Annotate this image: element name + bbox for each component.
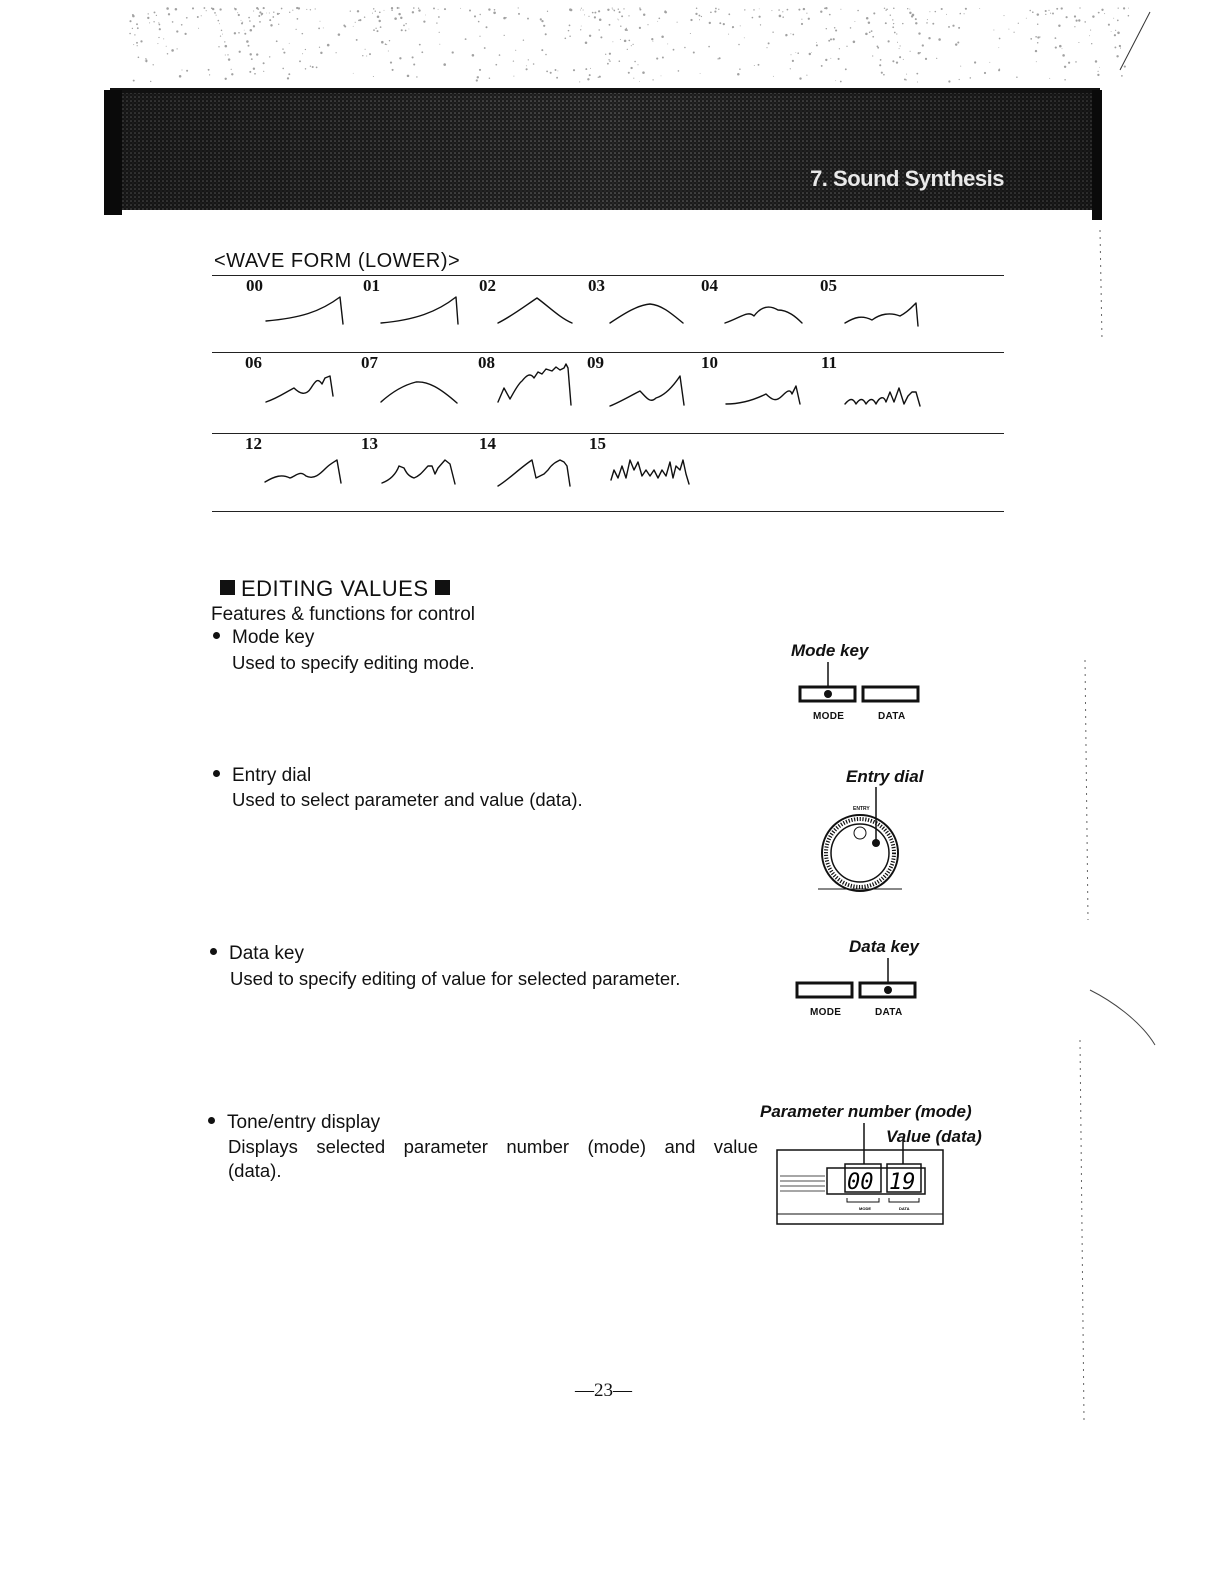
waveform-heading: <WAVE FORM (LOWER)> [214, 250, 461, 272]
mode-key-data-label: DATA [878, 711, 906, 722]
data-key-data-label: DATA [875, 1007, 903, 1018]
item-tone-display [208, 1112, 380, 1134]
waveform-number: 09 [587, 353, 604, 372]
waveform-number: 01 [363, 276, 380, 295]
waveform-01 [381, 297, 458, 324]
bullet-icon [213, 770, 220, 777]
item-tone-display-desc: Displays selected parameter number (mode) and value [228, 1136, 758, 1157]
item-entry-dial-desc: Used to select parameter and value (data). [232, 789, 583, 810]
waveform-number: 00 [246, 276, 263, 295]
square-bullet-icon [220, 580, 235, 595]
entry-dial-figure [815, 785, 905, 895]
bullet-icon [208, 1117, 215, 1124]
waveform-15 [611, 460, 689, 484]
waveform-13 [382, 460, 455, 484]
waveform-number: 13 [361, 434, 378, 453]
entry-dial-text: ENTRY [853, 806, 870, 812]
waveform-11 [845, 388, 920, 406]
bullet-icon [210, 948, 217, 955]
item-mode-key [213, 627, 314, 649]
item-data-key-desc: Used to specify editing of value for selected parameter. [230, 968, 681, 989]
waveform-number: 14 [479, 434, 496, 453]
bullet-icon [213, 632, 220, 639]
waveform-03 [610, 304, 683, 323]
item-title-text: Data key [229, 943, 304, 964]
item-title-text: Tone/entry display [227, 1112, 381, 1133]
fig-param-number-label: Parameter number (mode) [760, 1102, 972, 1121]
waveform-number: 06 [245, 353, 262, 372]
editing-heading-text: EDITING VALUES [241, 576, 429, 601]
editing-subtitle: Features & functions for control [211, 604, 476, 625]
mode-key-figure [795, 660, 925, 708]
waveform-12 [265, 460, 341, 483]
scan-edge-marks [1060, 220, 1170, 1440]
fig-mode-key-label: Mode key [791, 641, 869, 660]
display-data-digits: 19 [889, 1170, 916, 1195]
waveform-00 [266, 297, 343, 324]
fig-value-label: Value (data) [886, 1127, 982, 1146]
display-mode-label: MODE [859, 1206, 871, 1211]
waveform-number: 11 [821, 353, 838, 372]
waveform-07 [381, 382, 457, 403]
tone-display-figure [775, 1120, 947, 1228]
waveform-number: 15 [589, 434, 606, 453]
data-key-mode-label: MODE [810, 1007, 842, 1018]
waveform-10 [726, 386, 800, 404]
editing-heading [214, 576, 456, 602]
waveform-number: 10 [701, 353, 718, 372]
mode-key-mode-label: MODE [813, 711, 845, 722]
item-title-text: Entry dial [232, 765, 312, 786]
waveform-14 [498, 460, 570, 486]
waveform-08 [498, 364, 571, 405]
display-mode-digits: 00 [847, 1170, 874, 1195]
item-tone-display-desc-cont: (data). [228, 1160, 282, 1181]
item-entry-dial [213, 765, 311, 787]
waveform-number: 04 [701, 276, 718, 295]
waveform-number: 12 [245, 434, 262, 453]
waveform-number: 07 [361, 353, 378, 372]
display-data-label: DATA [899, 1206, 910, 1211]
section-title: 7. Sound Synthesis [810, 166, 1004, 191]
waveform-02 [498, 298, 572, 323]
page-number: —23— [575, 1380, 632, 1401]
waveform-05 [845, 303, 918, 326]
item-mode-key-desc: Used to specify editing mode. [232, 652, 475, 673]
fig-entry-dial-label: Entry dial [846, 767, 924, 786]
item-title-text: Mode key [232, 627, 315, 648]
waveform-drawings [0, 0, 1224, 520]
waveform-number: 05 [820, 276, 837, 295]
waveform-number: 08 [478, 353, 495, 372]
waveform-number: 02 [479, 276, 496, 295]
waveform-09 [610, 376, 684, 406]
fig-data-key-label: Data key [849, 937, 919, 956]
square-bullet-icon [435, 580, 450, 595]
waveform-06 [266, 376, 333, 402]
waveform-number: 03 [588, 276, 605, 295]
item-data-key [210, 943, 304, 965]
waveform-04 [725, 307, 802, 323]
data-key-figure [792, 956, 922, 1004]
